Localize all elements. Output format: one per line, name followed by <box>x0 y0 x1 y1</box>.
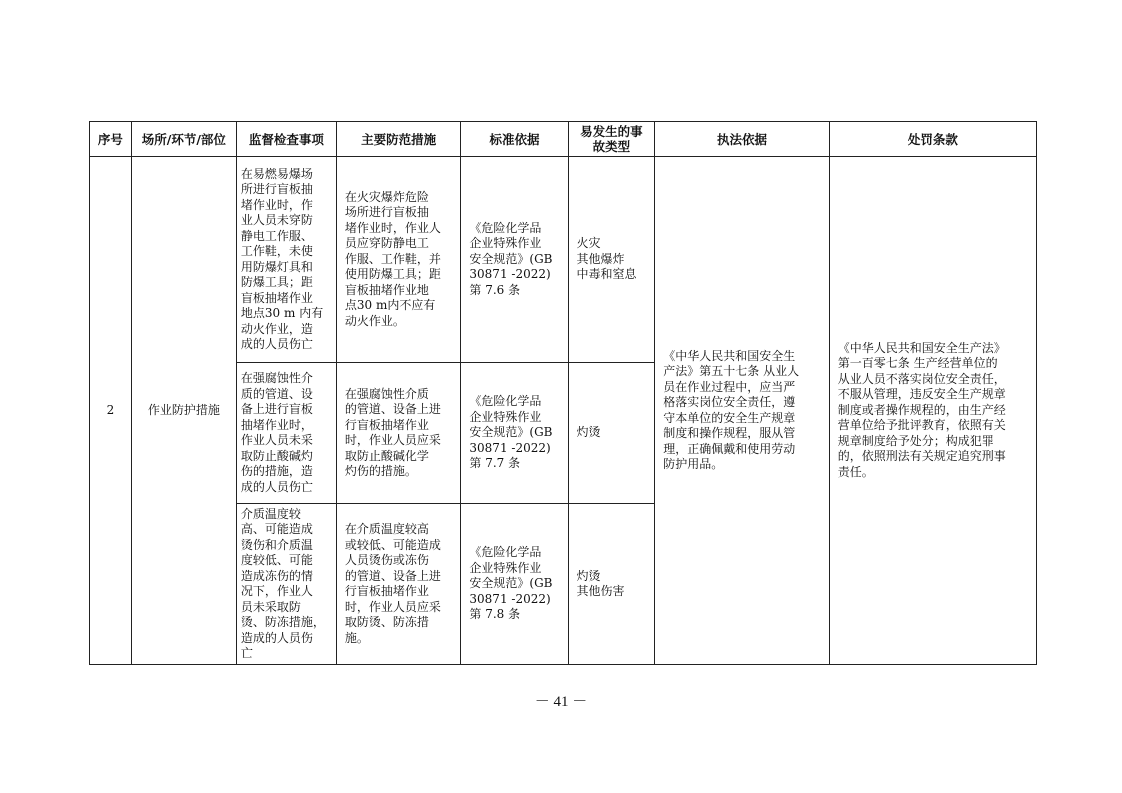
accident-type-text: 灼烫 <box>576 425 601 440</box>
measure-cell <box>336 157 460 363</box>
header-law-basis: 执法依据 <box>655 122 830 157</box>
measure-cell <box>336 504 460 665</box>
seq-value: 2 <box>106 402 115 417</box>
inspection-item-cell <box>236 504 336 665</box>
penalty-cell <box>829 157 1036 665</box>
standard-cell <box>461 157 568 363</box>
penalty-text: 《中华人民共和国安全生产法》 第一百零七条 生产经营单位的 从业人员不落实岗位安全责任， 不服从管理，违反安全生产规章 制度或者操作规程的，由生产经 营单位给予批评教育，依照有关 规章制度给予处分；构成犯罪 的，依照刑法有关规定追究刑事 责任。 <box>837 340 1006 479</box>
law-basis-text: 《中华人民共和国安全生 产法》第五十七条 从业人 员在作业过程中，应当严 格落实岗位安全责任，遵 守本单位的安全生产规章 制度和操作规程，服从管 理，正确佩戴和使用劳动 防护用品。 <box>663 348 800 471</box>
inspection-item-cell <box>236 363 336 504</box>
standard-text: 《危险化学品 企业特殊作业 安全规范》(GB 30871 -2022) 第 7.6 条 <box>469 220 553 297</box>
header-inspection-item: 监督检查事项 <box>236 122 336 157</box>
inspection-item-text: 在强腐蚀性介 质的管道、设 备上进行盲板 抽堵作业时， 作业人员未采 取防止酸碱灼 伤的措施，造 成的人员伤亡 <box>240 371 313 494</box>
standard-cell <box>461 504 568 665</box>
accident-type-cell <box>568 157 655 363</box>
header-standard: 标准依据 <box>461 122 568 157</box>
table-row <box>90 157 1037 363</box>
standard-text: 《危险化学品 企业特殊作业 安全规范》(GB 30871 -2022) 第 7.8 条 <box>469 545 553 622</box>
inspection-table <box>89 121 1037 665</box>
law-basis-cell <box>655 157 830 665</box>
header-location: 场所/环节/部位 <box>131 122 236 157</box>
header-accident-type <box>568 122 655 157</box>
inspection-item-cell <box>236 157 336 363</box>
accident-type-cell <box>568 504 655 665</box>
standard-cell <box>461 363 568 504</box>
measure-cell <box>336 363 460 504</box>
location-cell <box>131 157 236 665</box>
table-header-row <box>90 122 1037 157</box>
header-penalty: 处罚条款 <box>829 122 1036 157</box>
location-value: 作业防护措施 <box>147 402 220 417</box>
inspection-item-text: 在易燃易爆场 所进行盲板抽 堵作业时，作 业人员未穿防 静电工作服、 工作鞋，未使 用防爆灯具和 防爆工具；距 盲板抽堵作业 地点30 m 内有 动火作业，造 成的人员伤亡 <box>240 166 324 351</box>
accident-type-text: 灼烫 其他伤害 <box>576 568 625 598</box>
accident-type-text: 火灾 其他爆炸 中毒和窒息 <box>576 236 637 282</box>
measure-text: 在火灾爆炸危险 场所进行盲板抽 堵作业时，作业人 员应穿防静电工 作服、工作鞋，并 使用防爆工具；距 盲板抽堵作业地 点30 m内不应有 动火作业。 <box>344 189 441 328</box>
seq-cell <box>90 157 132 665</box>
accident-type-cell <box>568 363 655 504</box>
page-number: － 41 － <box>534 694 588 710</box>
header-accident-type-label: 易发生的事 故类型 <box>580 124 643 154</box>
standard-text: 《危险化学品 企业特殊作业 安全规范》(GB 30871 -2022) 第 7.7 条 <box>469 394 553 471</box>
inspection-item-text: 介质温度较 高、可能造成 烫伤和介质温 度较低、可能 造成冻伤的情 况下，作业人 员未采取防 烫、防冻措施， 造成的人员伤 亡 <box>240 506 325 660</box>
header-seq: 序号 <box>90 122 132 157</box>
measure-text: 在强腐蚀性介质 的管道、设备上进 行盲板抽堵作业 时，作业人员应采 取防止酸碱化学 灼伤的措施。 <box>344 386 441 478</box>
measure-text: 在介质温度较高 或较低、可能造成 人员烫伤或冻伤 的管道、设备上进 行盲板抽堵作业 时，作业人员应采 取防烫、防冻措 施。 <box>344 522 441 645</box>
header-measures: 主要防范措施 <box>336 122 460 157</box>
